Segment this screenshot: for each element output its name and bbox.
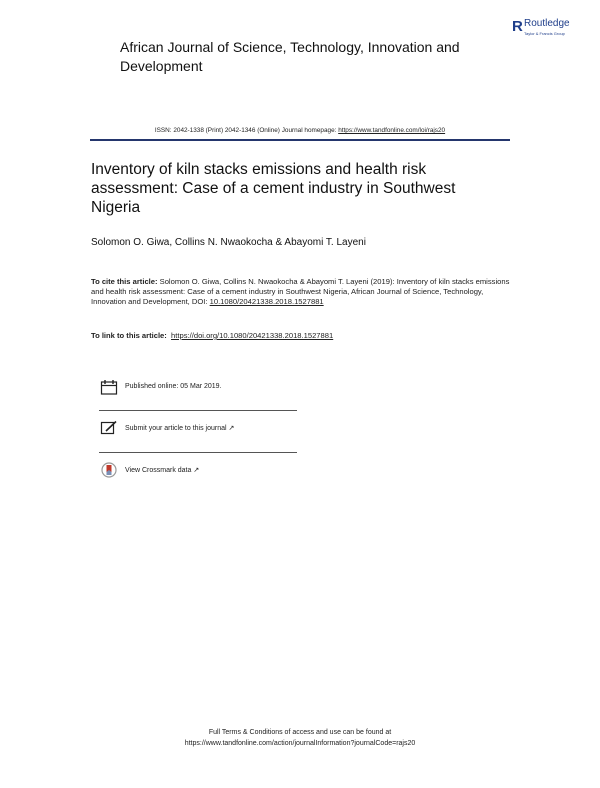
crossmark-icon [100,462,118,478]
footer-terms-text: Full Terms & Conditions of access and use can be found at [208,729,392,736]
header-divider [90,139,510,141]
article-title: Inventory of kiln stacks emissions and health risk assessment: Case of a cement industry in Southwest Nigeria [91,161,456,216]
info-divider [99,452,297,453]
publisher-name: Routledge [524,18,570,29]
footer [0,727,600,749]
issn-line [0,127,600,134]
external-link-icon: ↗ [193,467,200,474]
edit-icon [100,420,118,436]
published-online-text: Published online: 05 Mar 2019. [125,383,222,390]
crossmark-text: View Crossmark data [125,467,192,474]
submit-article-row[interactable] [100,420,296,436]
crossmark-link[interactable] [125,466,199,474]
external-link-icon: ↗ [228,425,235,432]
routledge-logo[interactable] [512,18,592,42]
citation-text: Solomon O. Giwa, Collins N. Nwaokocha & Abayomi T. Layeni (2019): Inventory of kiln stacks emissions and health risk assessment: Case of a cement industry in Southwest Nigeria, African Journal of Science, Technology, Innovation and Development, DOI: [91,277,510,306]
citation-doi-link[interactable]: 10.1080/20421338.2018.1527881 [209,297,324,306]
submit-article-link[interactable] [125,424,234,432]
published-online-row [100,379,296,395]
citation-label: To cite this article: [91,277,158,286]
article-link-block [91,331,511,340]
journal-homepage-link[interactable]: https://www.tandfonline.com/loi/rajs20 [338,127,446,134]
article-authors: Solomon O. Giwa, Collins N. Nwaokocha & Abayomi T. Layeni [91,237,366,248]
crossmark-row[interactable] [100,462,296,478]
article-link-label: To link to this article: [91,331,167,340]
article-doi-link[interactable]: https://doi.org/10.1080/20421338.2018.1527881 [171,331,334,340]
citation-block [91,277,511,307]
submit-article-text: Submit your article to this journal [125,425,227,432]
journal-title: African Journal of Science, Technology, Innovation and Development [120,39,460,74]
calendar-icon [100,379,118,395]
info-divider [99,410,297,411]
issn-text: ISSN: 2042-1338 (Print) 2042-1346 (Online) Journal homepage: [154,127,339,134]
routledge-r-icon: R [512,18,523,35]
publisher-tagline: Taylor & Francis Group [524,31,565,36]
footer-journal-info-link[interactable]: https://www.tandfonline.com/action/journalInformation?journalCode=rajs20 [184,740,416,747]
